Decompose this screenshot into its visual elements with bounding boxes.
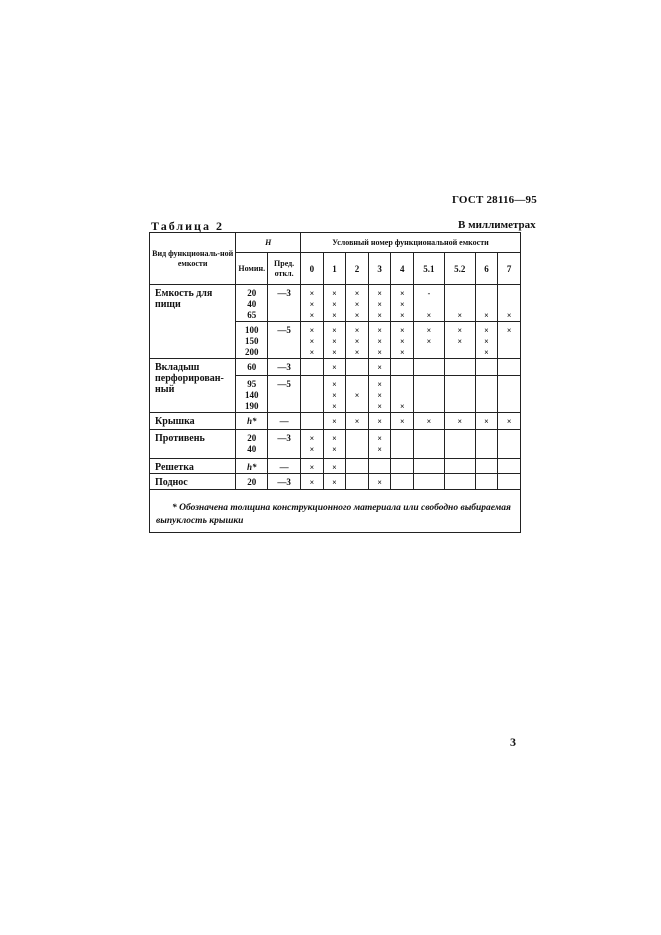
mark-cell: × × × (475, 322, 498, 359)
row-tolerance: —5 (268, 376, 301, 413)
mark-cell (391, 430, 414, 459)
mark-cell: × × (323, 430, 346, 459)
row-name: Противень (150, 430, 236, 459)
table-row (150, 459, 521, 474)
mark-cell: × × (444, 322, 475, 359)
row-name: Поднос (150, 474, 236, 490)
mark-cell: × × × (346, 322, 369, 359)
mark-cell (414, 359, 445, 376)
row-name: Вкладыш перфорирован-ный (150, 359, 236, 413)
mark-cell: × × (414, 322, 445, 359)
mark-cell (391, 459, 414, 474)
mark-cell (444, 430, 475, 459)
mark-cell: × (323, 474, 346, 490)
row-nominal: 20 40 (236, 430, 268, 459)
mark-cell: × × (301, 430, 324, 459)
header-tolerance: Пред. откл. (268, 253, 301, 285)
mark-cell (444, 376, 475, 413)
mark-cell: × × × (368, 322, 391, 359)
mark-cell: × × (368, 430, 391, 459)
mark-cell (368, 459, 391, 474)
mark-cell: × (323, 413, 346, 430)
units-label: В миллиметрах (458, 219, 536, 231)
mark-cell: × (368, 359, 391, 376)
mark-cell (498, 474, 521, 490)
row-tolerance: —5 (268, 322, 301, 359)
mark-cell: × × × (301, 285, 324, 322)
row-nominal: 20 40 65 (236, 285, 268, 322)
header-number-4: 4 (391, 253, 414, 285)
mark-cell (444, 474, 475, 490)
page-number: 3 (510, 735, 516, 749)
mark-cell: × (444, 413, 475, 430)
mark-cell: × × × (368, 285, 391, 322)
mark-cell (301, 413, 324, 430)
mark-cell: × × × (391, 322, 414, 359)
mark-cell (346, 430, 369, 459)
document-code: ГОСТ 28116—95 (452, 194, 537, 206)
table-row (150, 359, 521, 376)
mark-cell (346, 474, 369, 490)
mark-cell: × (301, 459, 324, 474)
mark-cell: × (391, 413, 414, 430)
mark-cell: × (414, 413, 445, 430)
mark-cell: × × × (346, 285, 369, 322)
mark-cell: × (498, 413, 521, 430)
mark-cell (498, 459, 521, 474)
mark-cell (475, 430, 498, 459)
mark-cell: × (498, 322, 521, 359)
mark-cell: × (391, 376, 414, 413)
mark-cell (391, 359, 414, 376)
mark-cell: × × × (301, 322, 324, 359)
mark-cell (444, 459, 475, 474)
header-nominal: Номин. (236, 253, 268, 285)
mark-cell (498, 359, 521, 376)
row-nominal: 20 (236, 474, 268, 490)
row-name: Крышка (150, 413, 236, 430)
mark-cell: × (301, 474, 324, 490)
row-name: Решетка (150, 459, 236, 474)
mark-cell (414, 376, 445, 413)
mark-cell (301, 359, 324, 376)
mark-cell: × × × (368, 376, 391, 413)
header-H: H (236, 233, 301, 253)
table-row (150, 285, 521, 322)
mark-cell (444, 359, 475, 376)
mark-cell (391, 474, 414, 490)
mark-cell (475, 459, 498, 474)
header-number-3: 3 (368, 253, 391, 285)
mark-cell: × (368, 413, 391, 430)
mark-cell: × (475, 413, 498, 430)
header-number-0: 0 (301, 253, 324, 285)
mark-cell (498, 376, 521, 413)
row-tolerance: —3 (268, 474, 301, 490)
row-tolerance: —3 (268, 359, 301, 376)
footnote: * Обозначена толщина конструкционного материала или свободно выбираемая выпуклость крышки (150, 490, 521, 533)
table-caption: Таблица 2 (151, 219, 224, 233)
row-name: Емкость для пищи (150, 285, 236, 359)
mark-cell: × (346, 376, 369, 413)
header-number-2: 2 (346, 253, 369, 285)
mark-cell (414, 430, 445, 459)
mark-cell (301, 376, 324, 413)
mark-cell: × (475, 285, 498, 322)
header-type: Вид функциональ-ной емкости (150, 233, 236, 285)
mark-cell: × × × (323, 322, 346, 359)
mark-cell: - × (414, 285, 445, 322)
mark-cell: × × × (391, 285, 414, 322)
row-tolerance: —3 (268, 285, 301, 322)
table-row (150, 413, 521, 430)
mark-cell (475, 376, 498, 413)
header-number-5.1: 5.1 (414, 253, 445, 285)
header-number-1: 1 (323, 253, 346, 285)
row-nominal: 100 150 200 (236, 322, 268, 359)
row-tolerance: — (268, 413, 301, 430)
mark-cell (414, 474, 445, 490)
header-number: Условный номер функциональной емкости (301, 233, 521, 253)
row-nominal: 95 140 190 (236, 376, 268, 413)
row-nominal: 60 (236, 359, 268, 376)
table-row (150, 430, 521, 459)
header-number-7: 7 (498, 253, 521, 285)
mark-cell: × (323, 459, 346, 474)
mark-cell (475, 359, 498, 376)
header-number-6: 6 (475, 253, 498, 285)
row-nominal: h* (236, 459, 268, 474)
data-table (149, 232, 521, 533)
mark-cell: × × × (323, 376, 346, 413)
mark-cell (346, 459, 369, 474)
row-tolerance: —3 (268, 430, 301, 459)
row-nominal: h* (236, 413, 268, 430)
mark-cell: × (368, 474, 391, 490)
mark-cell: × (444, 285, 475, 322)
row-tolerance: — (268, 459, 301, 474)
mark-cell (498, 430, 521, 459)
mark-cell (346, 359, 369, 376)
header-number-5.2: 5.2 (444, 253, 475, 285)
mark-cell: × (323, 359, 346, 376)
mark-cell: × (346, 413, 369, 430)
mark-cell (475, 474, 498, 490)
mark-cell: × (498, 285, 521, 322)
mark-cell: × × × (323, 285, 346, 322)
mark-cell (414, 459, 445, 474)
table-row (150, 474, 521, 490)
